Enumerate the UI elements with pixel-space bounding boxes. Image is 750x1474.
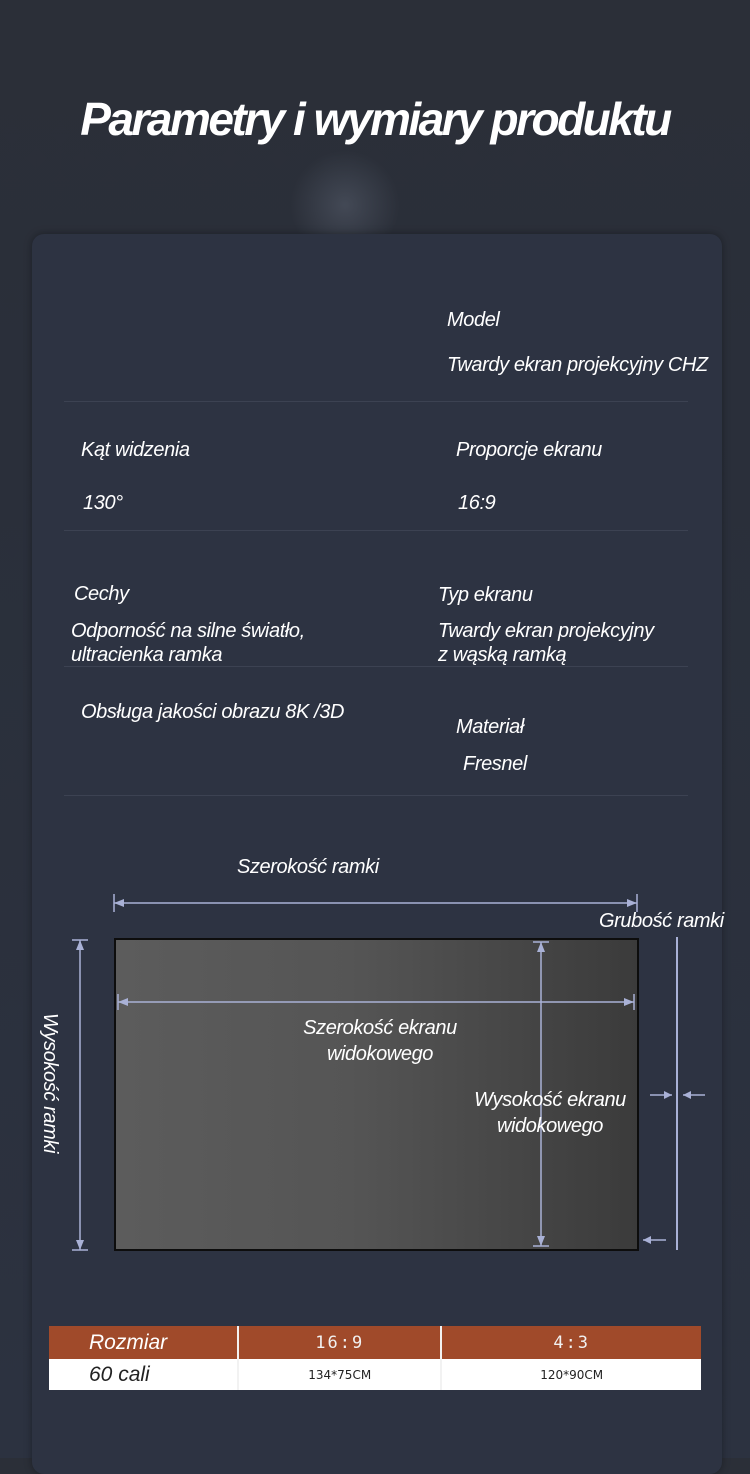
- frame-thickness-label: Grubość ramki: [599, 910, 724, 932]
- size-table-header: [49, 1326, 701, 1359]
- screen-height-label-line1: Wysokość ekranu: [474, 1089, 626, 1111]
- divider: [64, 795, 688, 796]
- type-value-line1: Twardy ekran projekcyjny: [438, 620, 654, 642]
- material-label: Materiał: [456, 716, 524, 738]
- divider: [64, 401, 688, 402]
- model-label: Model: [447, 309, 500, 331]
- size-cell: 60 cali: [49, 1359, 238, 1390]
- features-value-line2: ultracienka ramka: [71, 644, 223, 666]
- screen-height-label-line2: widokowego: [496, 1115, 604, 1137]
- features-value-extra: Obsługa jakości obrazu 8K /3D: [81, 701, 344, 723]
- frame-width-label: Szerokość ramki: [237, 856, 379, 878]
- size-16-9-cell: 134*75CM: [238, 1359, 441, 1390]
- model-value: Twardy ekran projekcyjny CHZ: [447, 354, 708, 376]
- type-label: Typ ekranu: [438, 584, 533, 606]
- divider: [64, 666, 688, 667]
- material-value: Fresnel: [463, 753, 527, 775]
- ratio-label: Proporcje ekranu: [456, 439, 602, 461]
- features-value-line1: Odporność na silne światło,: [71, 620, 305, 642]
- table-row: [49, 1359, 701, 1390]
- frame-height-label: Wysokość ramki: [39, 1013, 61, 1153]
- ratio-value: 16:9: [458, 492, 496, 514]
- page-title: Parametry i wymiary produktu: [80, 93, 670, 145]
- angle-value: 130°: [83, 492, 123, 514]
- type-value-line2: z wąską ramką: [438, 644, 567, 666]
- size-table: [49, 1326, 701, 1390]
- divider: [64, 530, 688, 531]
- header-size: Rozmiar: [49, 1326, 238, 1359]
- header-ratio-16-9: 16:9: [238, 1326, 441, 1359]
- screen-width-label-line1: Szerokość ekranu: [303, 1017, 457, 1039]
- spec-card: [32, 234, 722, 1474]
- features-label: Cechy: [74, 583, 129, 605]
- size-4-3-cell: 120*90CM: [441, 1359, 701, 1390]
- angle-label: Kąt widzenia: [81, 439, 190, 461]
- screen-width-label-line2: widokowego: [326, 1043, 434, 1065]
- header-ratio-4-3: 4:3: [441, 1326, 701, 1359]
